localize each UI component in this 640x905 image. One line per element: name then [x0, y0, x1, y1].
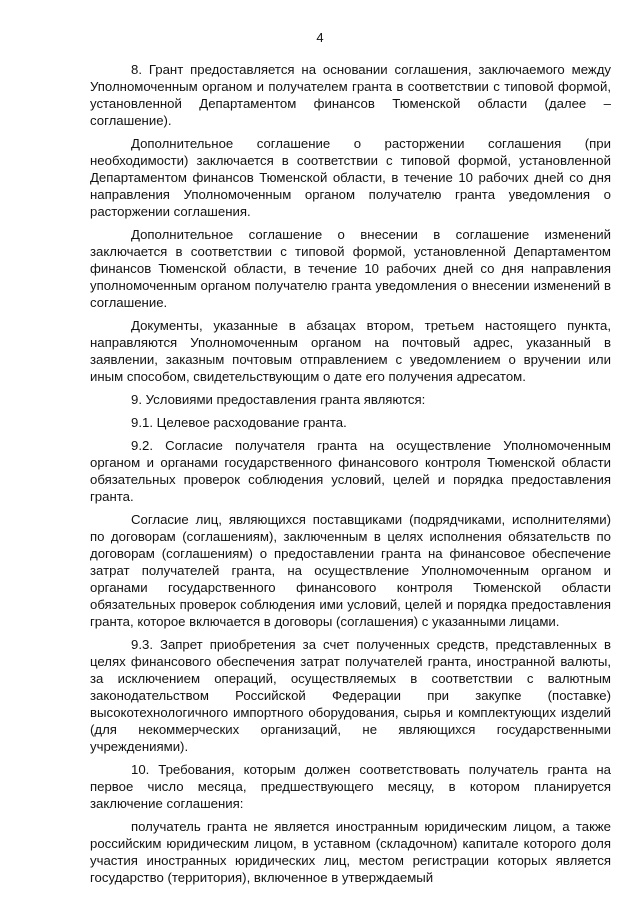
- page-number: 4: [316, 30, 324, 45]
- paragraph-9-1: 9.1. Целевое расходование гранта.: [131, 415, 347, 430]
- paragraph-9-2-consent: Согласие лиц, являющихся поставщиками (подрядчиками, исполнителями) по договорам (соглашениям), заключенным в целях исполнения обязательств по договорам (соглашениям) о предоставлении гранта на финансовое обеспечение затрат получателей гранта, на осуществление Уполномоченным органом и органами государственного финансового контроля Тюменской области обязательных проверок соблюдения ими условий, целей и порядка предоставления гранта, которое включается в договоры (соглашения) с указанными лицами.: [90, 512, 611, 629]
- paragraph-9-2: 9.2. Согласие получателя гранта на осуществление Уполномоченным органом и органами государственного финансового контроля Тюменской области обязательных проверок соблюдения условий, целей и порядка предоставления гранта.: [90, 438, 611, 504]
- paragraph-termination-agreement: Дополнительное соглашение о расторжении соглашения (при необходимости) заключается в соответствии с типовой формой, установленной Департаментом финансов Тюменской области, в течение 10 рабочих дней со дня направления Уполномоченным органом получателю гранта уведомления о расторжении соглашения.: [90, 136, 611, 219]
- paragraph-10-requirement: получатель гранта не является иностранным юридическим лицом, а также российским юридическим лицом, в уставном (складочном) капитале которого доля участия иностранных юридических лиц, местом регистрации которых является государство (территория), включенное в утверждаемый: [90, 819, 611, 885]
- paragraph-9: 9. Условиями предоставления гранта являются:: [131, 392, 426, 407]
- paragraph-9-3: 9.3. Запрет приобретения за счет полученных средств, представленных в целях финансового обеспечения затрат получателей гранта, иностранной валюты, за исключением операций, осуществляемых в соответствии с валютным законодательством Российской Федерации при закупке (поставке) высокотехнологичного импортного оборудования, сырья и комплектующих изделий (для некоммерческих организаций, не являющихся государственными учреждениями).: [90, 637, 611, 754]
- paragraph-amendment-agreement: Дополнительное соглашение о внесении в соглашение изменений заключается в соответствии с типовой формой, установленной Департаментом финансов Тюменской области, в течение 10 рабочих дней со дня направления уполномоченным органом получателю гранта уведомления о внесении изменений в соглашение.: [90, 227, 611, 310]
- paragraph-10: 10. Требования, которым должен соответствовать получатель гранта на первое число месяца, предшествующего месяцу, в котором планируется заключение соглашения:: [90, 762, 611, 811]
- document-body: [90, 61, 611, 892]
- paragraph-documents-delivery: Документы, указанные в абзацах втором, третьем настоящего пункта, направляются Уполномоченным органом на почтовый адрес, указанный в заявлении, заказным почтовым отправлением с уведомлением о вручении или иным способом, свидетельствующим о дате его получения адресатом.: [90, 318, 611, 384]
- paragraph-8: 8. Грант предоставляется на основании соглашения, заключаемого между Уполномоченным органом и получателем гранта в соответствии с типовой формой, установленной Департаментом финансов Тюменской области (далее – соглашение).: [90, 62, 611, 128]
